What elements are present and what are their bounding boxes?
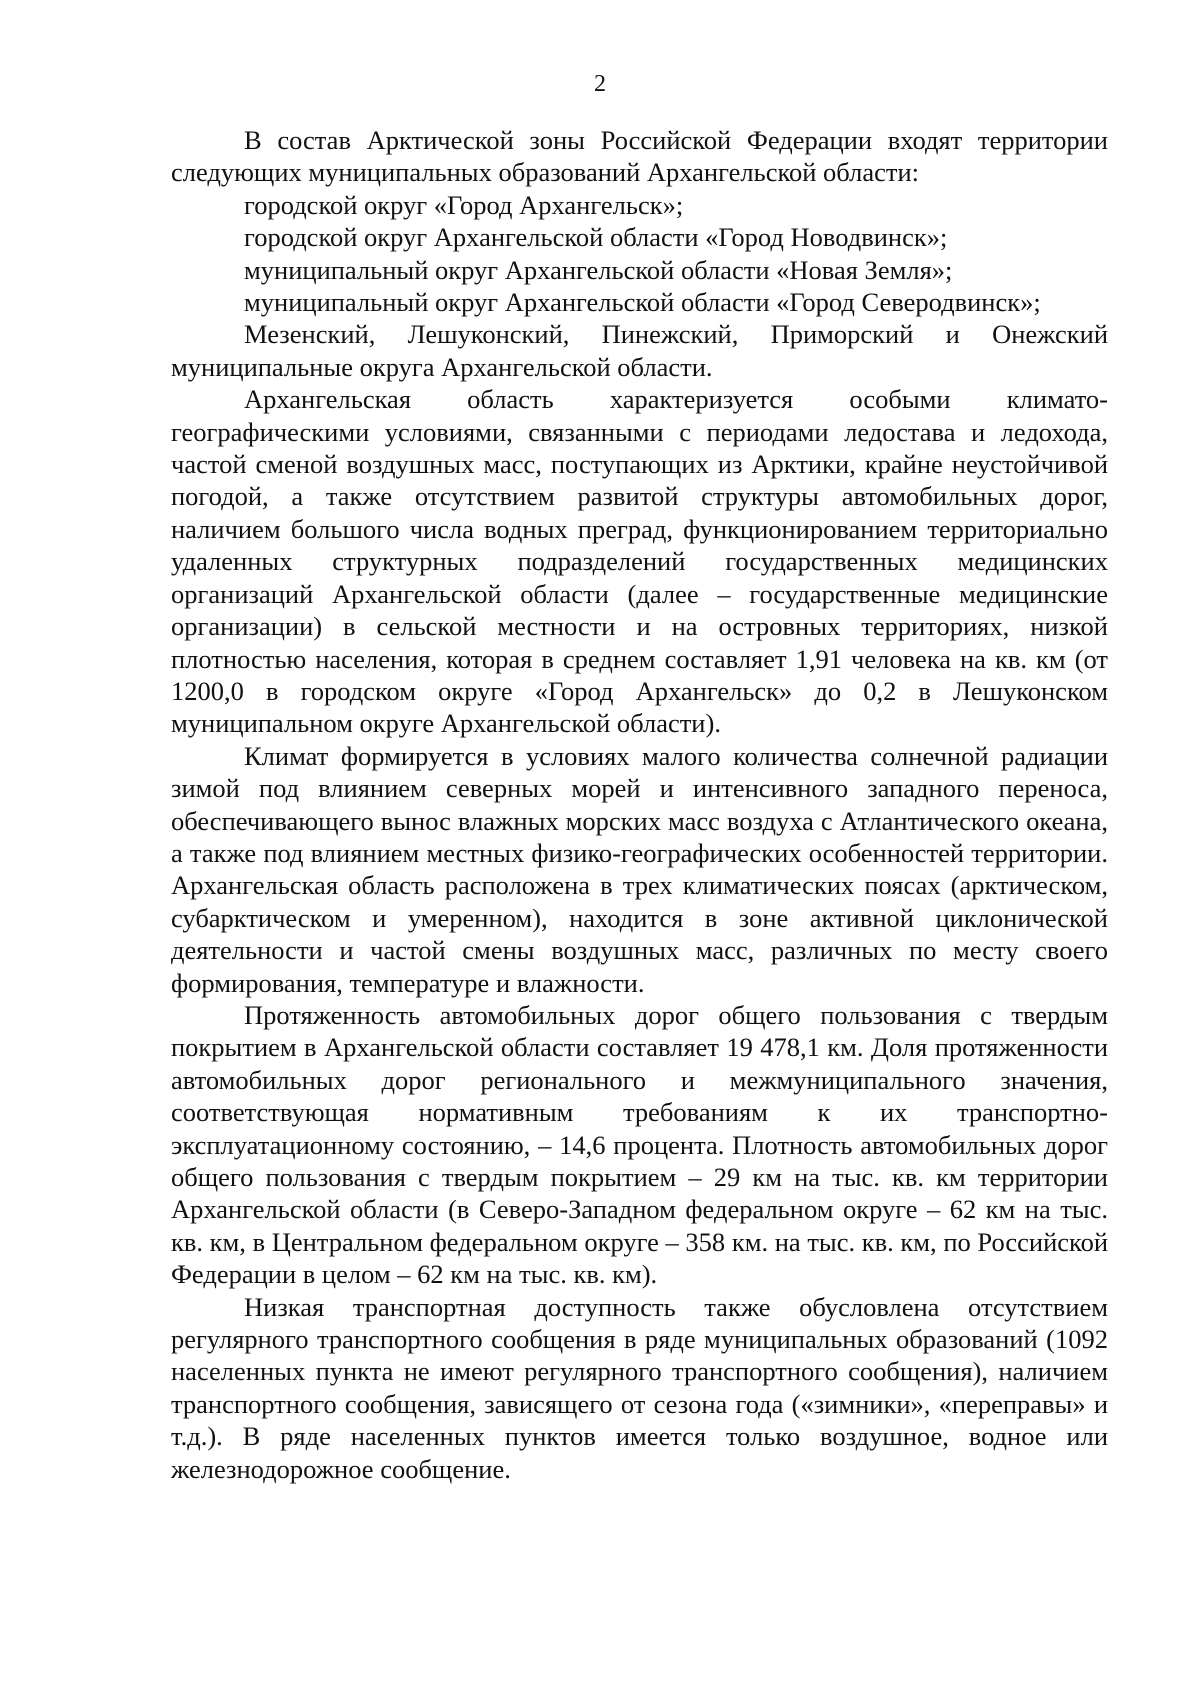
- territory-item: городской округ «Город Архангельск»;: [244, 189, 684, 220]
- transport-paragraph: Низкая транспортная доступность также обусловлена отсутствием регулярного транспортного сообщения в ряде муниципальных образований (1092 населенных пункта не имеют регулярного транспортного сообщения), наличием транспортного сообщения, зависящего от сезона года («зимники», «переправы» и т.д.). В ряде населенных пунктов имеется только воздушное, водное или железнодорожное сообщение.: [171, 1291, 1108, 1484]
- document-body: [171, 124, 1108, 1485]
- roads-paragraph: Протяженность автомобильных дорог общего пользования с твердым покрытием в Архангельской области составляет 19 478,1 км. Доля протяженности автомобильных дорог регионального и межмуниципального значения, соответствующая нормативным требованиям к их транспортно-эксплуатационному состоянию, – 14,6 процента. Плотность автомобильных дорог общего пользования с твердым покрытием – 29 км на тыс. кв. км территории Архангельской области (в Северо-Западном федеральном округе – 62 км на тыс. кв. км, в Центральном федеральном округе – 358 км. на тыс. кв. км, по Российской Федерации в целом – 62 км на тыс. кв. км).: [171, 999, 1108, 1290]
- territory-item: муниципальный округ Архангельской области «Город Северодвинск»;: [244, 287, 1041, 318]
- territory-item: муниципальный округ Архангельской области «Новая Земля»;: [244, 254, 953, 285]
- territory-item-last: Мезенский, Лешуконский, Пинежский, Приморский и Онежский муниципальные округа Архангельской области.: [171, 319, 1108, 382]
- intro-paragraph: В состав Арктической зоны Российской Федерации входят территории следующих муниципальных образований Архангельской области:: [171, 125, 1108, 188]
- climate-geography-paragraph: Архангельская область характеризуется особыми климато-географическими условиями, связанными с периодами ледостава и ледохода, частой сменой воздушных масс, поступающих из Арктики, крайне неустойчивой погодой, а также отсутствием развитой структуры автомобильных дорог, наличием большого числа водных преград, функционированием территориально удаленных структурных подразделений государственных медицинских организаций Архангельской области (далее – государственные медицинские организации) в сельской местности и на островных территориях, низкой плотностью населения, которая в среднем составляет 1,91 человека на кв. км (от 1200,0 в городском округе «Город Архангельск» до 0,2 в Лешуконском муниципальном округе Архангельской области).: [171, 384, 1108, 739]
- climate-paragraph: Климат формируется в условиях малого количества солнечной радиации зимой под влиянием северных морей и интенсивного западного переноса, обеспечивающего вынос влажных морских масс воздуха с Атлантического океана, а также под влиянием местных физико-географических особенностей территории. Архангельская область расположена в трех климатических поясах (арктическом, субарктическом и умеренном), находится в зоне активной циклонической деятельности и частой смены воздушных масс, различных по месту своего формирования, температуре и влажности.: [171, 740, 1108, 998]
- territory-item: городской округ Архангельской области «Город Новодвинск»;: [244, 222, 948, 253]
- page-number: 2: [594, 71, 606, 97]
